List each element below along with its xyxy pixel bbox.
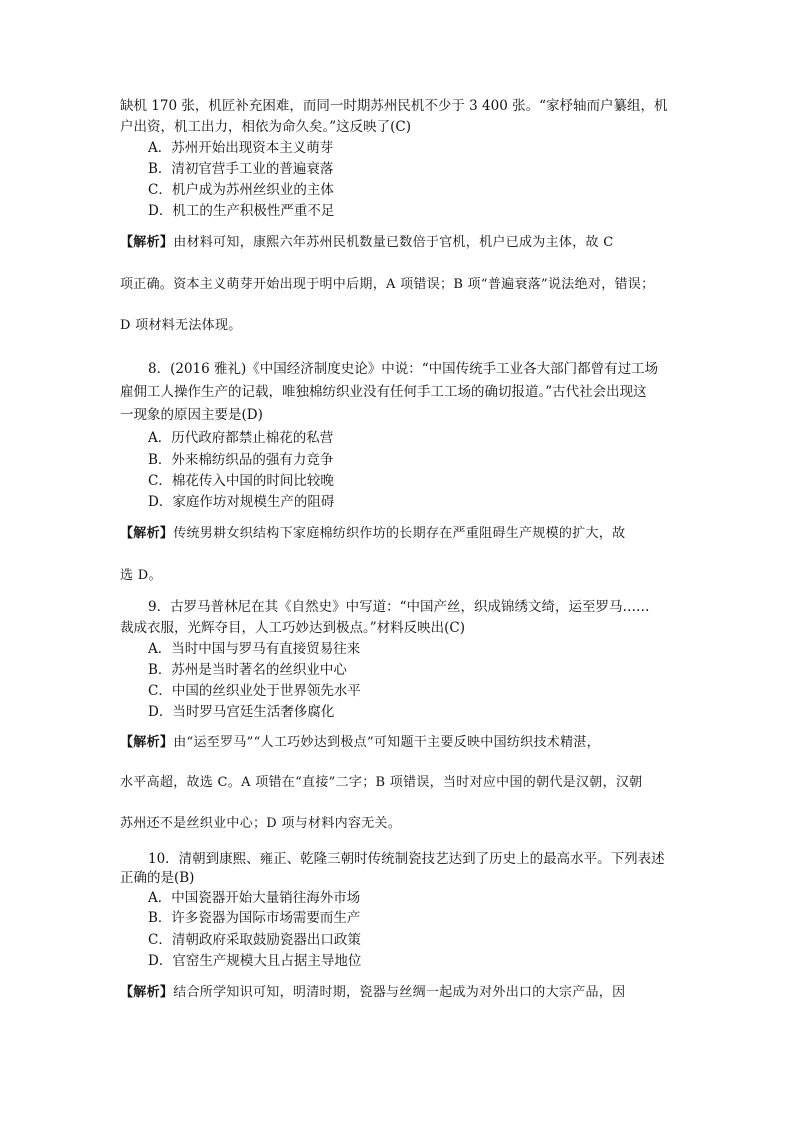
q10-option-c: C．清朝政府采取鼓励瓷器出口政策 — [148, 932, 361, 948]
intro-option-c: C．机户成为苏州丝织业的主体 — [148, 182, 334, 198]
q8-option-a: A．历代政府都禁止棉花的私营 — [148, 430, 334, 446]
intro-option-b: B．清初官营手工业的普遍衰落 — [148, 161, 334, 177]
intro-analysis-line-1 — [120, 233, 680, 253]
analysis-text: 由“运至罗马”“人工巧妙达到极点”可知题干主要反映中国纺织技术精湛， — [173, 735, 600, 750]
q10-analysis-line-1 — [120, 983, 680, 1003]
q8-option-b: B．外来棉纺织品的强有力竞争 — [148, 452, 334, 468]
intro-analysis-line-2: 项正确。资本主义萌芽开始出现于明中后期，A 项错误；B 项“普遍衰落”说法绝对，错误； — [120, 277, 655, 292]
q9-analysis-line-3: 苏州还不是丝织业中心；D 项与材料内容无关。 — [120, 816, 402, 831]
intro-text-line-2: 户出资，机工出力，相依为命久矣。”这反映了(C) — [120, 119, 412, 135]
q10-stem-line-2: 正确的是(B) — [120, 870, 195, 886]
q8-option-d: D．家庭作坊对规模生产的阻碍 — [148, 494, 335, 510]
intro-option-d: D．机工的生产积极性严重不足 — [148, 203, 335, 219]
q9-option-a: A．当时中国与罗马有直接贸易往来 — [148, 641, 361, 657]
q8-stem-line-2: 雇佣工人操作生产的记载，唯独棉纺织业没有任何手工工场的确切报道。”古代社会出现这 — [120, 384, 647, 400]
q9-stem-line-2: 裁成衣服，光辉夺目，人工巧妙达到极点。”材料反映出(C) — [120, 620, 466, 636]
q10-option-b: B．许多瓷器为国际市场需要而生产 — [148, 910, 361, 926]
q8-analysis-line-1 — [120, 524, 680, 544]
analysis-text: 由材料可知，康熙六年苏州民机数量已数倍于官机，机户已成为主体，故 C — [173, 235, 614, 250]
q9-option-d: D．当时罗马宫廷生活奢侈腐化 — [148, 704, 335, 720]
q8-stem-line-1: 8．(2016 雅礼)《中国经济制度史论》中说：“中国传统手工业各大部门都曾有过工场 — [148, 361, 659, 377]
q8-stem-line-3: 一现象的原因主要是(D) — [120, 407, 263, 423]
analysis-tag: 【解析】 — [120, 526, 174, 541]
q9-analysis-line-1 — [120, 733, 680, 753]
intro-option-a: A．苏州开始出现资本主义萌芽 — [148, 140, 334, 156]
q10-option-a: A．中国瓷器开始大量销往海外市场 — [148, 890, 361, 906]
q9-option-b: B．苏州是当时著名的丝织业中心 — [148, 662, 347, 678]
analysis-text: 结合所学知识可知，明清时期，瓷器与丝绸一起成为对外出口的大宗产品，因 — [173, 985, 626, 1000]
q10-stem-line-1: 10．清朝到康熙、雍正、乾隆三朝时传统制瓷技艺达到了历史上的最高水平。下列表述 — [148, 851, 665, 867]
analysis-tag: 【解析】 — [120, 735, 174, 750]
analysis-tag: 【解析】 — [120, 235, 174, 250]
q10-option-d: D．官窑生产规模大且占据主导地位 — [148, 953, 362, 969]
analysis-tag: 【解析】 — [120, 985, 174, 1000]
intro-text-line-1: 缺机 170 张，机匠补充困难，而同一时期苏州民机不少于 3 400 张。“家杼轴而户纂组，机 — [120, 98, 668, 114]
q8-option-c: C．棉花传入中国的时间比较晚 — [148, 473, 334, 489]
analysis-text: 传统男耕女织结构下家庭棉纺织作坊的长期存在严重阻碍生产规模的扩大，故 — [173, 526, 626, 541]
intro-analysis-line-3: D 项材料无法体现。 — [120, 318, 242, 333]
q9-stem-line-1: 9．古罗马普林尼在其《自然史》中写道：“中国产丝，织成锦绣文绮，运至罗马…… — [148, 599, 650, 615]
q9-option-c: C．中国的丝织业处于世界领先水平 — [148, 683, 361, 699]
q8-analysis-line-2: 选 D。 — [120, 568, 162, 583]
q9-analysis-line-2: 水平高超，故选 C。A 项错在“直接”二字；B 项错误，当时对应中国的朝代是汉朝，汉朝 — [120, 775, 643, 790]
